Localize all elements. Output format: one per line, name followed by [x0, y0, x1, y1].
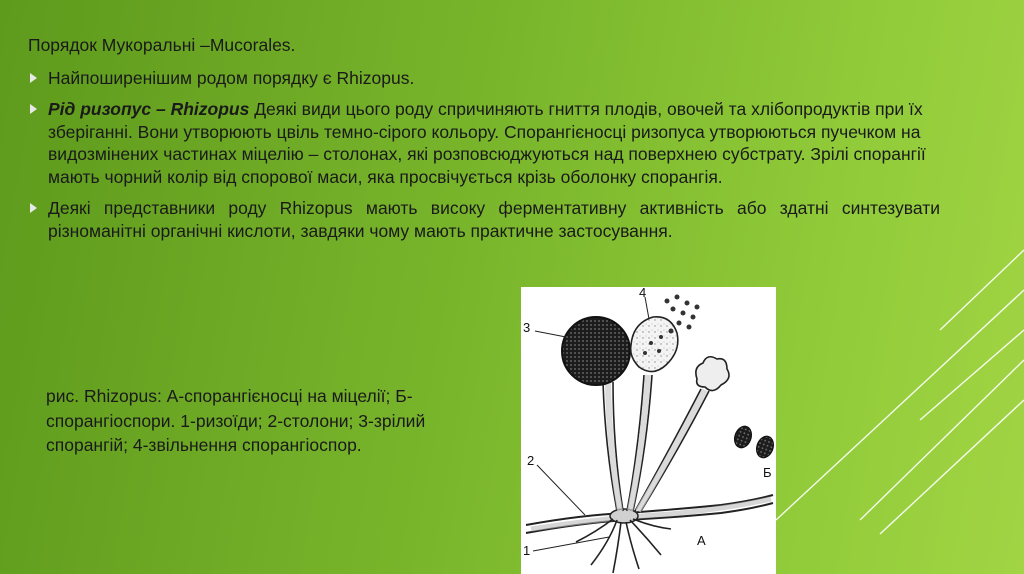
rhizopus-illustration: [521, 287, 776, 574]
bullet-item-1: [28, 67, 940, 90]
sporangiospore: [754, 434, 776, 460]
rhizopus-drawing: [521, 287, 776, 574]
slide-text-block: [28, 34, 940, 251]
releasing-sporangium: [631, 317, 678, 372]
bullet-arrow-icon: [30, 73, 37, 83]
bullet-text-2: Деякі види цього роду спричиняють гниття плодів, овочей та хлібопродуктів при їх зберіганні. Вони утворюють цвіль темно-сірого кольору. Спорангієносці ризопуса утворюються пучечком на видозмінених частинах міцелію – столонах, які розповсюджуються над поверхнею субстрату. Зрілі спорангії мають чорний колір від спорової маси, яка просвічується крізь оболонку спорангія.: [48, 99, 926, 187]
label-2: 2: [527, 453, 535, 468]
rhizoids: [576, 519, 671, 573]
bullet-arrow-icon: [30, 203, 37, 213]
bullet-emphasis-rhizopus: Рід ризопус – Rhizopus: [48, 99, 250, 119]
bullet-text-3: Деякі представники роду Rhizopus мають високу ферментативну активність або здатні синтезувати різноманітні органічні кислоти, завдяки чому мають практичне застосування.: [48, 198, 940, 241]
mature-sporangium: [562, 317, 630, 385]
figure-caption: рис. Rhizopus: А-спорангієносці на міцелії; Б-спорангіоспори. 1-ризоїди; 2-столони; 3-зрілий спорангій; 4-звільнення спорангіоспор.: [46, 386, 426, 455]
label-3: 3: [523, 320, 531, 335]
bullet-text-1: Найпоширенішим родом порядку є Rhizopus.: [48, 67, 415, 88]
label-4: 4: [639, 287, 647, 300]
label-1: 1: [523, 543, 531, 558]
label-a: А: [697, 533, 706, 548]
bullet-item-2: [28, 98, 940, 188]
collapsed-sporangium: [696, 357, 729, 391]
label-b: Б: [763, 465, 772, 480]
sporangiospore: [732, 424, 755, 450]
bullet-arrow-icon: [30, 104, 37, 114]
bullet-item-3: [28, 197, 940, 242]
slide-title: Порядок Мукоральні –Mucorales.: [28, 35, 296, 55]
